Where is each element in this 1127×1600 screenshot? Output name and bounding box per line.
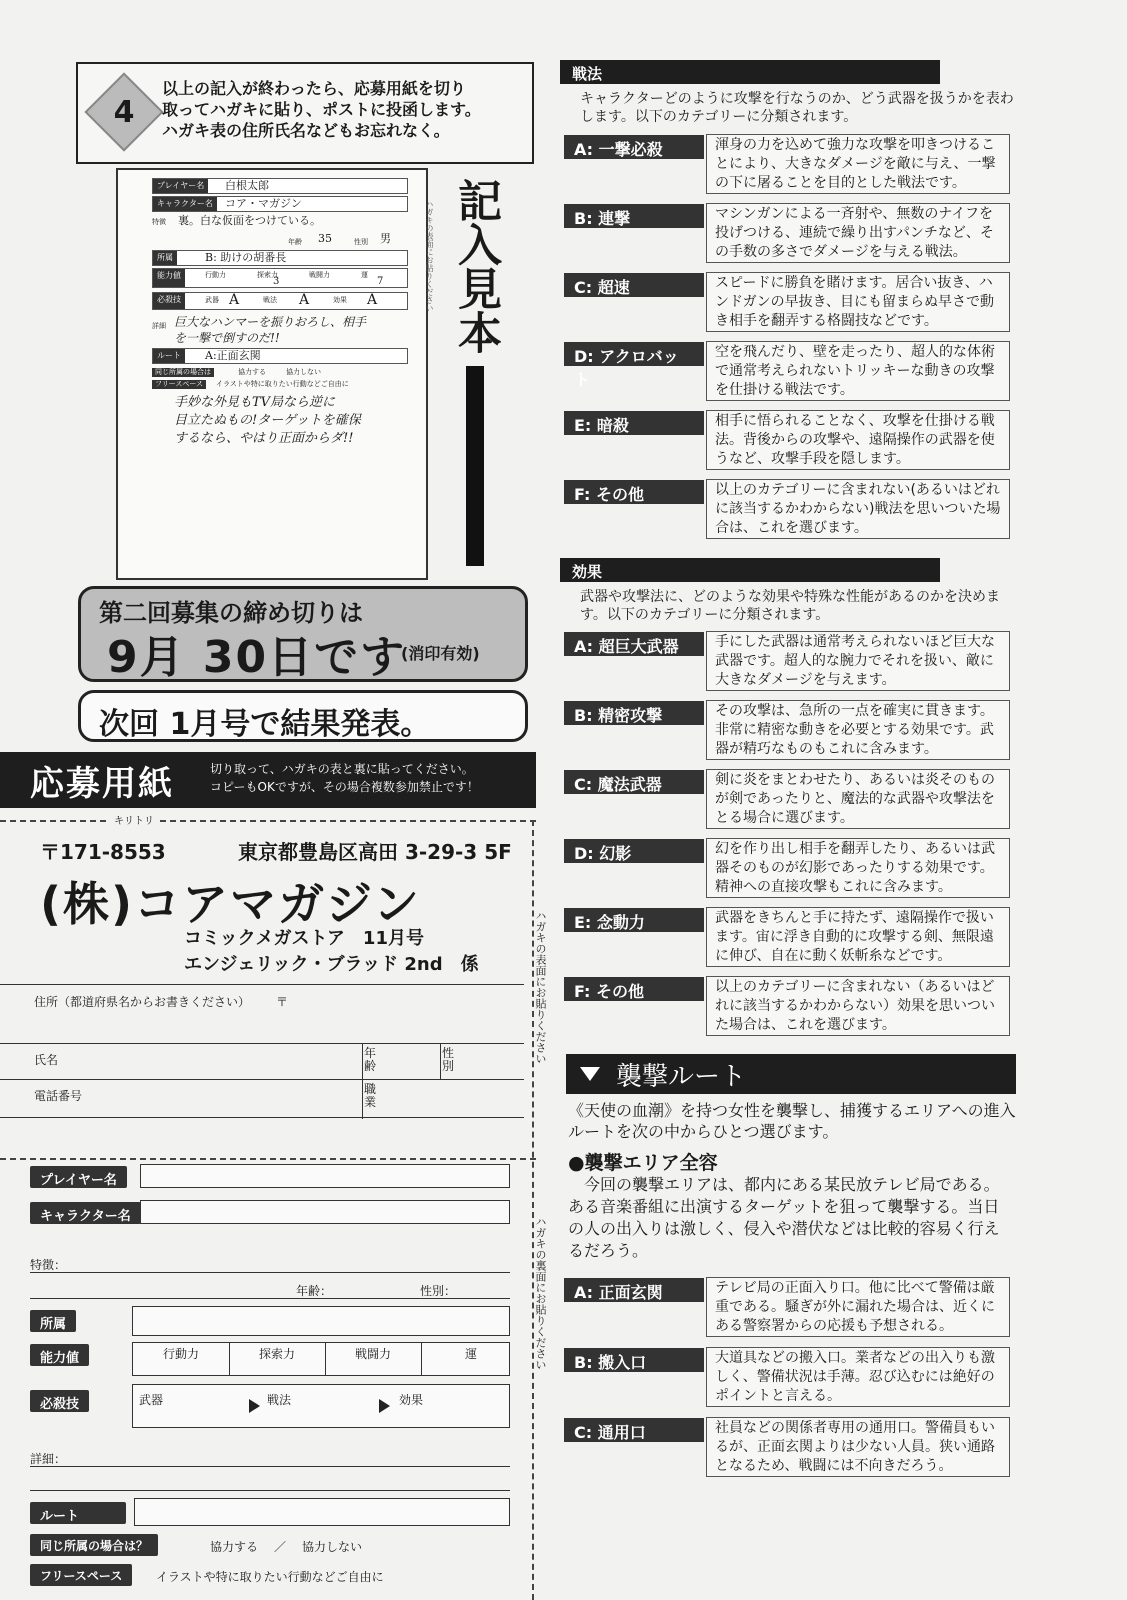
heading-bar xyxy=(466,366,484,566)
effect-c-text: 剣に炎をまとわせたり、あるいは炎そのものが剣であったりと、魔法的な武器や攻撃法をとる場合に選びます。 xyxy=(706,769,1010,829)
application-header: 応募用紙 切り取って、ハガキの表と裏に貼ってください。 コピーもOKですが、その場合複数参加禁止です！ xyxy=(0,752,536,808)
route-desc: 《天使の血潮》を持つ女性を襲撃し、捕獲するエリアへの進入ルートを次の中からひとつ選びます。 xyxy=(568,1101,1016,1141)
sample-route-row: ルート A:正面玄関 xyxy=(152,348,408,364)
cut-label: キリトリ xyxy=(110,812,158,827)
tactic-e-label: E: 暗殺 xyxy=(564,411,704,435)
arrow-right-icon xyxy=(249,1399,260,1413)
effect-b-text: その攻撃は、急所の一点を確実に貫きます。非常に精密な動きを必要とする効果です。武器が精巧なものもこれに含みます。 xyxy=(706,700,1010,760)
step-text: 以上の記入が終わったら、応募用紙を切り 取ってハガキに貼り、ポストに投函します。 ハガキ表の住所氏名などもお忘れなく。 xyxy=(162,79,481,140)
tactic-a-text: 渾身の力を込めて強力な攻撃を叩きつけることにより、大きなダメージを敵に与え、一撃の下に屠ることを目的とした戦法です。 xyxy=(706,134,1010,194)
tactic-c-label: C: 超速 xyxy=(564,273,704,297)
sample-skill-row: 必殺技 武器 A 戦法 A 効果 A xyxy=(152,292,408,310)
skill-label: 必殺技 xyxy=(30,1390,89,1412)
dept-line-1: コミックメガストア 11月号 xyxy=(184,928,424,949)
step-number: 4 xyxy=(113,94,135,130)
tactic-d-label: D: アクロバット xyxy=(564,342,704,366)
effect-b-label: B: 精密攻撃 xyxy=(564,701,704,725)
same-belong-label: 同じ所属の場合は？ xyxy=(30,1534,158,1556)
triangle-down-icon xyxy=(580,1067,600,1081)
postal-code: 〒171-8553 xyxy=(40,840,166,864)
belong-field[interactable] xyxy=(132,1306,510,1336)
tactics-desc: キャラクターどのように攻撃を行なうのか、どう武器を扱うかを表わします。以下のカテゴリーに分類されます。 xyxy=(580,91,1014,125)
effect-d-label: D: 幻影 xyxy=(564,839,704,863)
result-banner: 次回 1月号で結果発表。 xyxy=(78,690,528,742)
ability-label: 能力値 xyxy=(30,1344,89,1366)
feature-line[interactable] xyxy=(30,1272,510,1273)
sample-chara-row: キャラクター名 コア・マガジン xyxy=(152,196,408,212)
chara-label: キャラクター名 xyxy=(30,1202,141,1224)
detail-line-2[interactable] xyxy=(30,1490,510,1491)
effect-a-text: 手にした武器は通常考えられないほど巨大な武器です。超人的な腕力でそれを扱い、敵に大きなダメージを与えます。 xyxy=(706,631,1010,691)
route-b-text: 大道具などの搬入口。業者などの出入りも激しく、警備状況は手薄。忍び込むには絶好のポイントと言える。 xyxy=(706,1347,1010,1407)
free-space-label: フリースペース xyxy=(30,1564,132,1586)
tactic-f-text: 以上のカテゴリーに含まれない(あるいはどれに該当するかわからない)戦法を思いついた場合は、これを選びます。 xyxy=(706,479,1010,539)
sample-feature: 裏。白な仮面をつけている。 xyxy=(178,214,321,227)
tactic-f-label: F: その他 xyxy=(564,480,704,504)
effects-header: 効果 xyxy=(560,558,940,582)
sample-form: プレイヤー名 白根太郎 キャラクター名 コア・マガジン 特徴 裏。白な仮面をつけている。 年齢 35 性別 男 所属 B: 助けの胡番長 能力値 行動力 探索力 戦闘力 運 3 7 必殺技 武器 A 戦法 A 効果 A 詳細 巨大なハンマーを振りおろし、相手 を一撃で倒すのだ!! ルート A:正面玄関 同じ所属の場合は 協力する 協力しない フリースペース イラストや特に取りたい行動などご自由に 手妙な外見もTV局なら逆に 目立たぬもの!ターゲットを確保 するなら、やはり正面からダ!! ハガキの表面にお貼りください xyxy=(116,168,428,580)
sample-heading: 記入見本 xyxy=(450,178,501,354)
cut-line xyxy=(0,820,536,822)
chara-field[interactable] xyxy=(140,1200,510,1224)
effect-c-label: C: 魔法武器 xyxy=(564,770,704,794)
route-header: 襲撃ルート xyxy=(566,1054,1016,1094)
route-b-label: B: 搬入口 xyxy=(564,1348,704,1372)
age-sex-line[interactable] xyxy=(30,1298,510,1299)
nocoop-option[interactable]: 協力しない xyxy=(302,1540,363,1554)
effects-desc: 武器や攻撃法に、どのような効果や特殊な性能があるのかを決めます。以下のカテゴリーに分類されます。 xyxy=(580,589,1000,623)
sample-ability-row: 能力値 行動力 探索力 戦闘力 運 3 7 xyxy=(152,268,408,288)
tactic-c-text: スピードに勝負を賭けます。居合い抜き、ハンドガンの早抜き、目にも留まらぬ早さで動き相手を翻弄する格闘技などです。 xyxy=(706,272,1010,332)
sample-player-row: プレイヤー名 白根太郎 xyxy=(152,178,408,194)
tactic-d-text: 空を飛んだり、壁を走ったり、超人的な体術で通常考えられないトリッキーな動きの攻撃を仕掛ける戦法です。 xyxy=(706,341,1010,401)
effect-e-label: E: 念動力 xyxy=(564,908,704,932)
effect-f-label: F: その他 xyxy=(564,977,704,1001)
route-field[interactable] xyxy=(134,1498,510,1526)
area-title: ●襲撃エリア全容 xyxy=(568,1152,718,1174)
route-a-text: テレビ局の正面入り口。他に比べて警備は厳重である。騒ぎが外に漏れた場合は、近くにある警察署からの応援も予想される。 xyxy=(706,1277,1010,1337)
player-field[interactable] xyxy=(140,1164,510,1188)
address-table: 住所（都道府県名からお書きください） 〒 氏名 年齢 性別 電話番号 職業 xyxy=(0,984,524,1118)
route-label: ルート xyxy=(30,1502,126,1524)
coop-option[interactable]: 協力する xyxy=(210,1540,259,1554)
tactic-b-text: マシンガンによる一斉射や、無数のナイフを投げつける、連続で繰り出すパンチなど、その手数の多さでダメージを与える戦法。 xyxy=(706,203,1010,263)
cut-line-2 xyxy=(0,1158,536,1160)
detail-line-1[interactable] xyxy=(30,1466,510,1467)
arrow-right-icon xyxy=(379,1399,390,1413)
tactic-b-label: B: 連撃 xyxy=(564,204,704,228)
belong-label: 所属 xyxy=(30,1310,76,1332)
instruction-box xyxy=(76,62,534,164)
mail-address: 東京都豊島区高田 3-29-3 5F xyxy=(238,840,512,864)
deadline-banner: 第二回募集の締め切りは 9月 30日です (消印有効) xyxy=(78,586,528,682)
area-body: 今回の襲撃エリアは、都内にある某民放テレビ局である。ある音楽番組に出演するターゲットを狙って襲撃する。当日の人の出入りは激しく、侵入や潜伏などは比較的容易く行えるだろう。 xyxy=(568,1175,1000,1260)
effect-f-text: 以上のカテゴリーに含まれない（あるいはどれに該当するかわからない）効果を思いついた場合は、これを選びます。 xyxy=(706,976,1010,1036)
tactics-header: 戦法 xyxy=(560,60,940,84)
effect-e-text: 武器をきちんと手に持たず、遠隔操作で扱います。宙に浮き自動的に攻撃する剣、無限遠に伸び、自在に動く妖斬糸などです。 xyxy=(706,907,1010,967)
effect-d-text: 幻を作り出し相手を翻弄したり、あるいは武器そのものが幻影であったりする効果です。精神への直接攻撃もこれに含みます。 xyxy=(706,838,1010,898)
sample-belong-row: 所属 B: 助けの胡番長 xyxy=(152,250,408,266)
route-c-text: 社員などの関係者専用の通用口。警備員もいるが、正面玄関よりは少ない人員。狭い通路となるため、戦闘には不向きだろう。 xyxy=(706,1417,1010,1477)
effect-a-label: A: 超巨大武器 xyxy=(564,632,704,656)
tactic-e-text: 相手に悟られることなく、攻撃を仕掛ける戦法。背後からの攻撃や、遠隔操作の武器を使うなど、攻撃手段を隠します。 xyxy=(706,410,1010,470)
company-name: (株)コアマガジン xyxy=(40,877,421,931)
player-label: プレイヤー名 xyxy=(30,1166,127,1188)
route-c-label: C: 通用口 xyxy=(564,1418,704,1442)
dept-line-2: エンジェリック・ブラッド 2nd 係 xyxy=(184,954,479,975)
tactic-a-label: A: 一撃必殺 xyxy=(564,135,704,159)
ability-field[interactable]: 行動力 探索力 戦闘力 運 xyxy=(132,1342,510,1376)
route-a-label: A: 正面玄関 xyxy=(564,1278,704,1302)
skill-field[interactable]: 武器 戦法 効果 xyxy=(132,1384,510,1428)
